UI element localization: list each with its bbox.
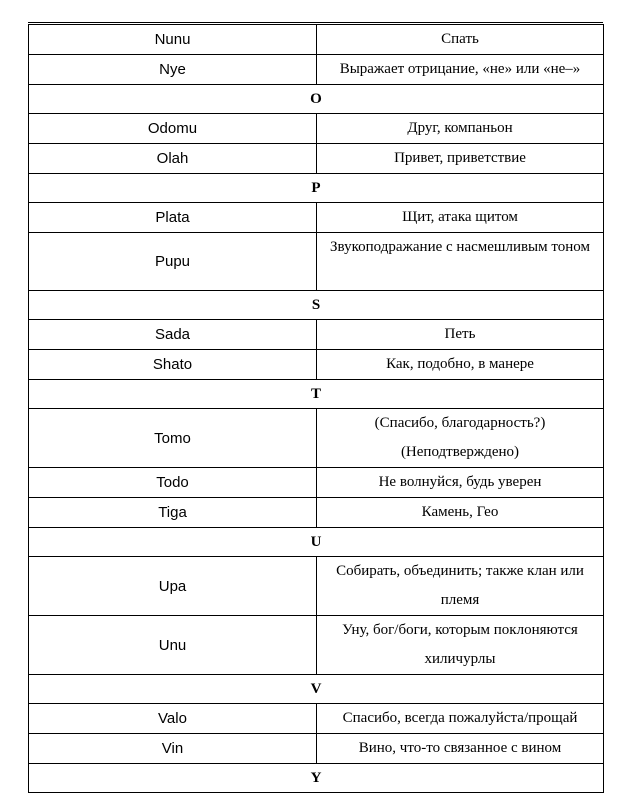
- letter-heading: U: [29, 528, 604, 557]
- word-cell: Plata: [29, 203, 317, 233]
- word-cell: Olah: [29, 144, 317, 174]
- word-cell: Tomo: [29, 409, 317, 468]
- meaning-cell: Как, подобно, в манере: [317, 350, 604, 380]
- table-row: [29, 616, 604, 675]
- letter-header-row: [29, 291, 604, 320]
- word-cell: Shato: [29, 350, 317, 380]
- word-cell: Pupu: [29, 233, 317, 291]
- word-cell: Odomu: [29, 114, 317, 144]
- table-row: [29, 114, 604, 144]
- meaning-cell: Спать: [317, 25, 604, 55]
- table-row: [29, 203, 604, 233]
- meaning-cell: Уну, бог/боги, которым поклоняются хиличурлы: [317, 616, 604, 675]
- table-row: [29, 320, 604, 350]
- table-row: [29, 557, 604, 616]
- word-cell: Tiga: [29, 498, 317, 528]
- meaning-cell: Спасибо, всегда пожалуйста/прощай: [317, 704, 604, 734]
- word-cell: Nunu: [29, 25, 317, 55]
- table-row: [29, 233, 604, 291]
- letter-header-row: [29, 380, 604, 409]
- word-cell: Sada: [29, 320, 317, 350]
- meaning-cell: Не волнуйся, будь уверен: [317, 468, 604, 498]
- letter-header-row: [29, 528, 604, 557]
- word-cell: Unu: [29, 616, 317, 675]
- letter-heading: P: [29, 174, 604, 203]
- word-cell: Nye: [29, 55, 317, 85]
- table-bottom-rule: [28, 792, 603, 793]
- letter-heading: T: [29, 380, 604, 409]
- table-row: [29, 350, 604, 380]
- word-cell: Valo: [29, 704, 317, 734]
- meaning-cell: (Спасибо, благодарность?) (Неподтверждено): [317, 409, 604, 468]
- table-row: [29, 55, 604, 85]
- table-row: [29, 734, 604, 764]
- meaning-cell: Выражает отрицание, «не» или «не–»: [317, 55, 604, 85]
- dictionary-table: [28, 24, 604, 793]
- word-cell: Todo: [29, 468, 317, 498]
- word-cell: Vin: [29, 734, 317, 764]
- letter-header-row: [29, 764, 604, 793]
- letter-header-row: [29, 675, 604, 704]
- letter-heading: Y: [29, 764, 604, 793]
- meaning-cell: Друг, компаньон: [317, 114, 604, 144]
- table-row: [29, 468, 604, 498]
- table-row: [29, 409, 604, 468]
- word-cell: Upa: [29, 557, 317, 616]
- letter-heading: S: [29, 291, 604, 320]
- table-row: [29, 25, 604, 55]
- table-row: [29, 704, 604, 734]
- table-row: [29, 144, 604, 174]
- letter-heading: O: [29, 85, 604, 114]
- meaning-cell: Звукоподражание с насмешливым тоном: [317, 233, 604, 291]
- meaning-cell: Вино, что-то связанное с вином: [317, 734, 604, 764]
- meaning-cell: Привет, приветствие: [317, 144, 604, 174]
- meaning-cell: Щит, атака щитом: [317, 203, 604, 233]
- table-top-rule: [28, 22, 603, 23]
- meaning-cell: Камень, Гео: [317, 498, 604, 528]
- letter-header-row: [29, 174, 604, 203]
- table-row: [29, 498, 604, 528]
- letter-heading: V: [29, 675, 604, 704]
- letter-header-row: [29, 85, 604, 114]
- meaning-cell: Собирать, объединить; также клан или племя: [317, 557, 604, 616]
- meaning-cell: Петь: [317, 320, 604, 350]
